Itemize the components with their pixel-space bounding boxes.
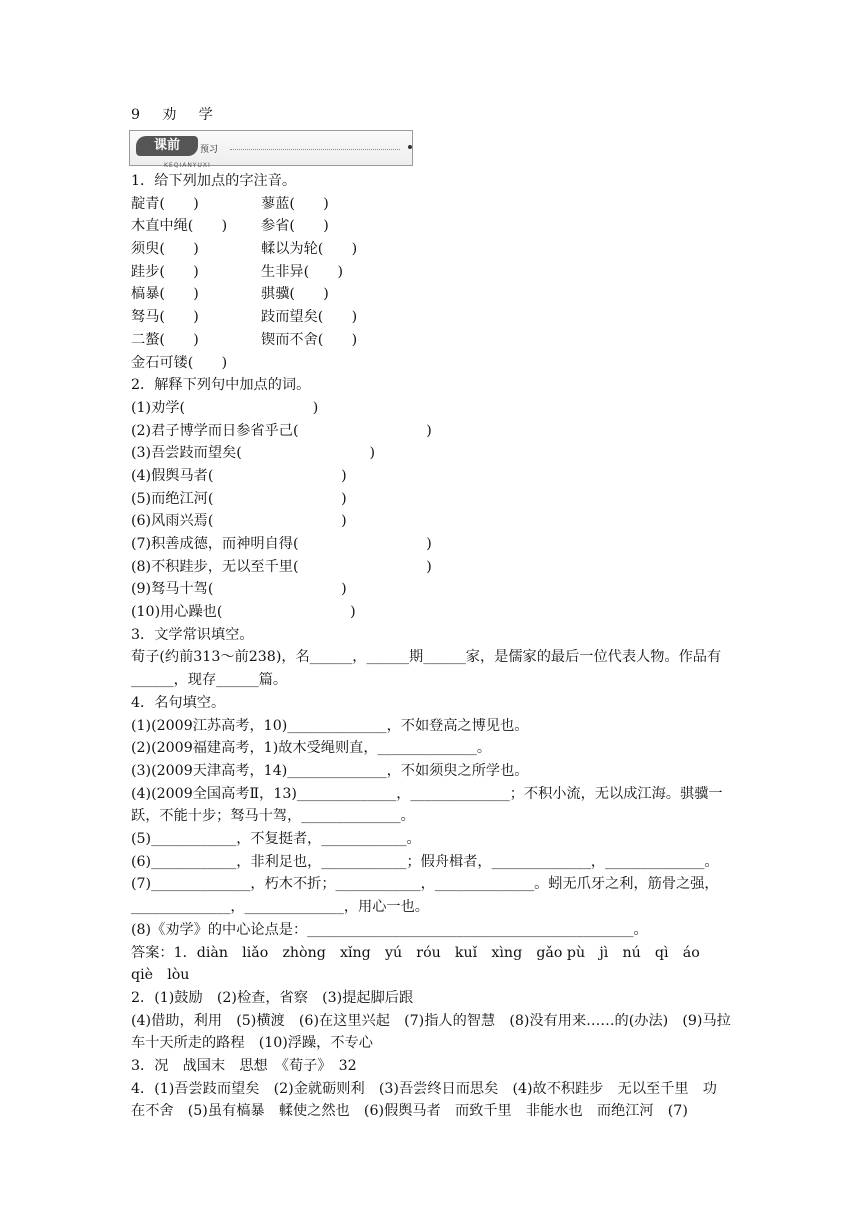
answer-3: 3．况 战国末 思想 《荀子》 32 — [131, 1058, 357, 1075]
q4-item: (3)(2009天津高考，14)______________，不如须臾之所学也。 — [131, 762, 529, 779]
q1-row — [131, 193, 731, 216]
q1-row — [131, 238, 731, 261]
q1-row — [131, 306, 731, 329]
answer-1: 答案：1．diàn liǎo zhòng xǐng yú róu kuǐ xìng gǎo pù jì nú qì áo qiè lòu — [131, 944, 714, 984]
q1-item: 须臾( ) — [131, 241, 199, 258]
answer-2-line1: 2．(1)鼓励 (2)检查，省察 (3)提起脚后跟 — [131, 989, 414, 1006]
q1-row — [131, 283, 731, 306]
lesson-title: 9 劝 学 — [131, 107, 217, 123]
q1-row — [131, 352, 731, 375]
q1-item: 槁暴( ) — [131, 286, 199, 303]
q2-item: (9)驽马十驾( ) — [131, 581, 347, 598]
q2-heading: 2．解释下列句中加点的词。 — [131, 377, 311, 394]
answer-4: 4．(1)吾尝跂而望矣 (2)金就砺则利 (3)吾尝终日而思矣 (4)故不积跬步 无以至千里 功在不舍 (5)虽有槁暴 輮使之然也 (6)假舆马者 而致千里 非能水也 而绝江河 (7) — [131, 1080, 717, 1120]
preview-banner — [129, 130, 413, 169]
banner-label: 课前 — [136, 136, 198, 156]
banner-sub: 预习 — [200, 145, 219, 155]
banner-dotted-line — [230, 149, 400, 150]
q1-row — [131, 261, 731, 284]
q2-item: (5)而绝江河( ) — [131, 490, 347, 507]
q2-item: (7)积善成德，而神明自得( ) — [131, 536, 432, 552]
q4-item: (8)《劝学》的中心论点是：______________________________________________。 — [131, 921, 648, 938]
q4-item: (5)____________，不复挺者，____________。 — [131, 831, 421, 848]
q1-item: 驽马( ) — [131, 309, 199, 326]
q3-heading: 3．文学常识填空。 — [131, 626, 254, 643]
q2-item: (1)劝学( ) — [131, 399, 319, 416]
q1-item: 锲而不舍( ) — [261, 331, 358, 348]
q1-row — [131, 329, 731, 352]
q1-item: 靛青( ) — [131, 195, 199, 212]
q2-item: (8)不积跬步，无以至千里( ) — [131, 558, 432, 575]
banner-pinyin: KEQIANYUXI — [164, 162, 211, 169]
q4-item: (6)____________，非利足也，____________；假舟楫者，______________，______________。 — [131, 853, 719, 870]
q1-item: 跂而望矣( ) — [261, 309, 358, 326]
q4-item: (7)______________，朽木不折；____________，______________。蚓无爪牙之利，筋骨之强，______________，______________，用心一也。 — [131, 876, 719, 916]
q2-item: (10)用心躁也( ) — [131, 604, 356, 621]
q2-item: (2)君子博学而日参省乎己( ) — [131, 422, 432, 439]
q4-heading: 4．名句填空。 — [131, 694, 226, 711]
q1-item: 骐骥( ) — [261, 286, 329, 303]
q1-row — [131, 215, 731, 238]
q1-item: 生非异( ) — [261, 263, 344, 280]
document-page — [131, 104, 731, 1123]
q1-item: 二螯( ) — [131, 331, 199, 348]
q1-item: 輮以为轮( ) — [261, 241, 358, 258]
q4-item: (2)(2009福建高考，1)故木受绳则直，______________。 — [131, 740, 492, 757]
q3-text: 荀子(约前313～前238)，名______，______期______家，是儒家的最后一位代表人物。作品有______，现存______篇。 — [131, 649, 722, 689]
q1-item: 木直中绳( ) — [131, 218, 228, 235]
q4-item: (1)(2009江苏高考，10)______________，不如登高之博见也。 — [131, 717, 529, 734]
banner-end-dot — [408, 145, 412, 149]
q2-item: (3)吾尝跂而望矣( ) — [131, 445, 375, 462]
answer-2-line2: (4)借助，利用 (5)横渡 (6)在这里兴起 (7)指人的智慧 (8)没有用来……的(办法) (9)马拉车十天所走的路程 (10)浮躁，不专心 — [131, 1012, 731, 1052]
q1-item: 蓼蓝( ) — [261, 195, 329, 212]
q2-item: (6)风雨兴焉( ) — [131, 513, 347, 530]
q4-item: (4)(2009全国高考Ⅱ，13)______________，______________；不积小流，无以成江海。骐骥一跃，不能十步；驽马十驾，______________。 — [131, 785, 723, 825]
q1-item: 参省( ) — [261, 218, 329, 235]
q2-item: (4)假舆马者( ) — [131, 467, 347, 484]
q1-item: 跬步( ) — [131, 263, 199, 280]
q1-item: 金石可镂( ) — [131, 354, 228, 371]
q1-heading: 1．给下列加点的字注音。 — [131, 173, 297, 189]
